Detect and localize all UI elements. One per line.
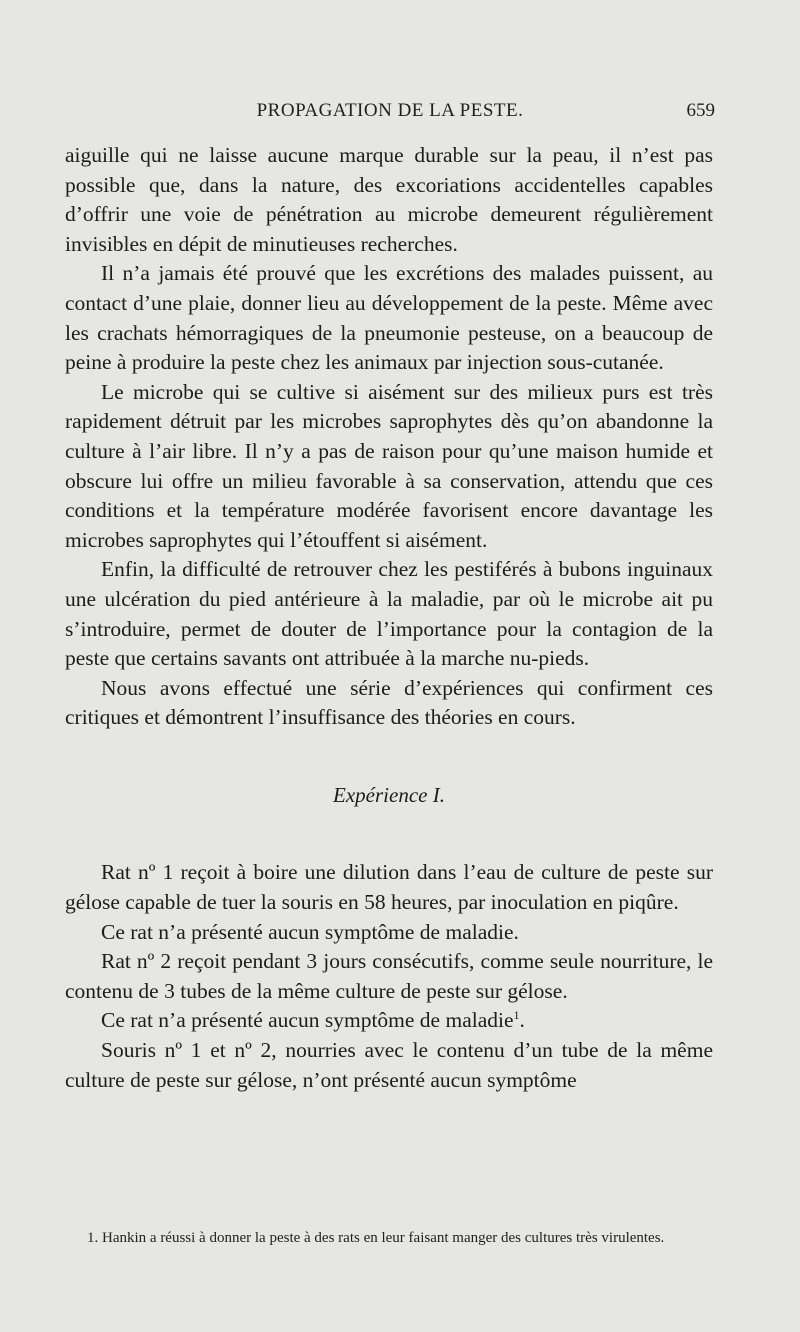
footnote	[65, 1228, 715, 1248]
running-title: PROPAGATION DE LA PESTE.	[256, 100, 524, 121]
experiment-paragraph-5: Souris nº 1 et nº 2, nourries avec le contenu d’un tube de la même culture de peste sur gélose, n’ont présenté aucun symptôme	[65, 1038, 713, 1092]
paragraph-2: Il n’a jamais été prouvé que les excrétions des malades puissent, au contact d’une plaie, donner lieu au développement de la peste. Même avec les crachats hémorragiques de la pneumonie pesteuse, on a beaucoup de peine à produire la peste chez les animaux par injection sous-cutanée.	[65, 261, 713, 375]
footnote-text: 1. Hankin a réussi à donner la peste à des rats en leur faisant manger des cultures très virulentes.	[87, 1230, 665, 1246]
paragraph-3: Le microbe qui se cultive si aisément sur des milieux purs est très rapidement détruit par les microbes saprophytes dès qu’on abandonne la culture à l’air libre. Il n’y a pas de raison pour qu’une maison humide et obscure lui offre un milieu favorable à sa conservation, attendu que ces conditions et la température modérée favorisent encore davantage les microbes saprophytes qui l’étouffent si aisément.	[65, 379, 713, 552]
paragraph-5: Nous avons effectué une série d’expériences qui confirment ces critiques et démontrent l’insuffisance des théories en cours.	[65, 675, 713, 730]
page-header	[65, 100, 715, 130]
experiment-paragraph-2: Ce rat n’a présenté aucun symptôme de maladie.	[101, 919, 519, 944]
experiment-paragraph-4-text: Ce rat n’a présenté aucun symptôme de maladie	[101, 1008, 514, 1033]
paragraph-1: aiguille qui ne laisse aucune marque durable sur la peau, il n’est pas possible que, dans la nature, des excoriations accidentelles capables d’offrir une voie de pénétration au microbe demeurent régulièrement invisibles en dépit de minutieuses recherches.	[65, 143, 713, 256]
experiment-paragraph-4: Ce rat n’a présenté aucun symptôme de maladie$^1$.	[101, 1008, 525, 1033]
body-text	[65, 141, 713, 1095]
section-heading: Expérience I.	[333, 782, 445, 807]
paragraph-4: Enfin, la difficulté de retrouver chez les pestiférés à bubons inguinaux une ulcération du pied antérieure à la maladie, par où le microbe ait pu s’introduire, permet de douter de l’importance pour la contagion de la peste que certains savants ont attribuée à la marche nu-pieds.	[65, 557, 713, 671]
experiment-paragraph-3: Rat nº 2 reçoit pendant 3 jours consécutifs, comme seule nourriture, le contenu de 3 tubes de la même culture de peste sur gélose.	[65, 949, 713, 1003]
experiment-paragraph-1: Rat nº 1 reçoit à boire une dilution dans l’eau de culture de peste sur gélose capable de tuer la souris en 58 heures, par inoculation en piqûre.	[65, 860, 713, 915]
footnote-reference: 1	[513, 1008, 520, 1023]
page-number: 659	[686, 100, 715, 121]
